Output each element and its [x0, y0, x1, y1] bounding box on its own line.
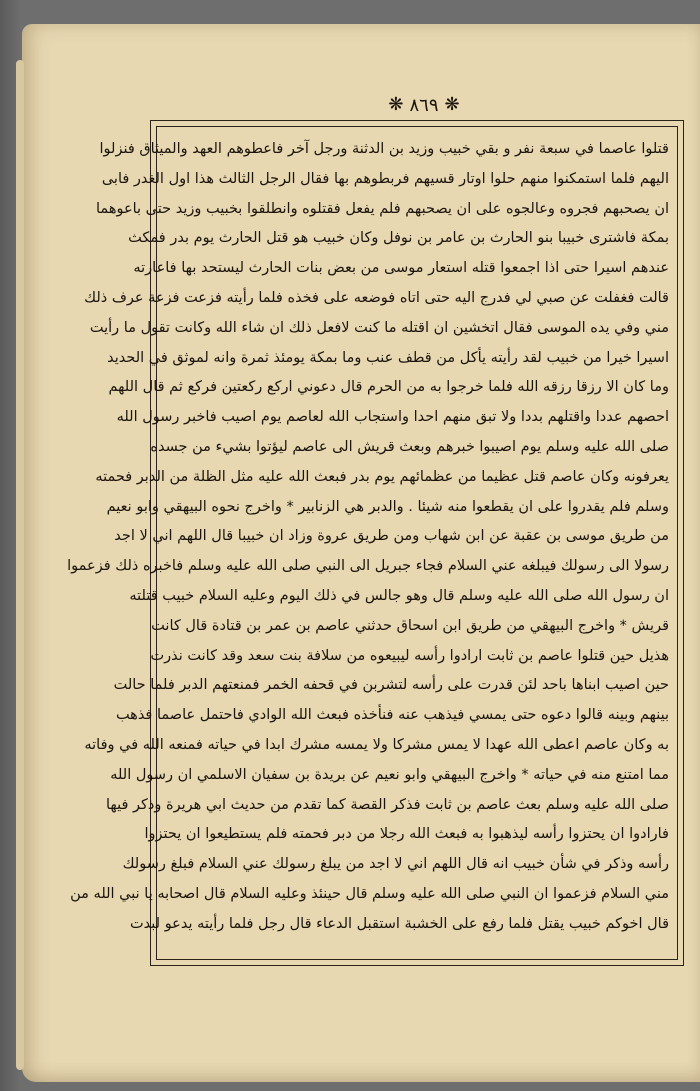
text-line: قريش * واخرج البيهقي من طريق ابن اسحاق حدثني عاصم بن عمر بن قتادة قال كانت: [151, 617, 669, 634]
ornament-left-icon: ❋: [388, 94, 404, 115]
text-line: بينهم وبينه قالوا دعوه حتى يمسي فيذهب عنه فنأخذه فبعث الله الوادي فاحتمل عاصما فذهب: [115, 707, 669, 724]
text-line: من طريق موسى بن عقبة عن ابن شهاب ومن طريق عروة وزاد ان خبيبا قال اللهم اني لا اجد: [114, 528, 669, 545]
text-line: هذيل حين قتلوا عاصم بن ثابت ارادوا رأسه ليبيعوه من سلافة بنت سعد وقد كانت نذرت: [150, 647, 669, 664]
text-line: عندهم اسيرا حتى اذا اجمعوا قتله استعار موسى من بعض بنات الحارث ليستحد بها فاعارته: [133, 260, 669, 277]
text-line: رسولا الى رسولك فيبلغه عني السلام فجاء جبريل الى النبي صلى الله عليه وسلم فاخبره ذلك فزعموا: [67, 558, 669, 575]
text-line: يعرفونه وكان عاصم قتل عظيما من عظمائهم يوم بدر فبعث الله عليه مثل الظلة من الدبر فحمته: [95, 468, 669, 485]
page-edge: [16, 60, 24, 1070]
text-line: احصهم عددا واقتلهم بددا ولا تبق منهم احدا واستجاب الله لعاصم يوم اصيب فاخبر رسول الله: [116, 409, 669, 426]
body-text: [67, 135, 669, 940]
text-line: صلى الله عليه وسلم بعث عاصم بن ثابت فذكر القصة كما تقدم من حديث ابي هريرة وذكر فيها: [106, 796, 669, 813]
text-line: مما امتنع منه في حياته * واخرج البيهقي وابو نعيم عن بريدة بن سفيان الاسلمي ان رسول الله: [110, 766, 669, 783]
text-line: حين اصيب ابناها باحد لئن قدرت على رأسه لتشربن في قحفه الخمر فمنعتهم الدبر فلما حالت: [113, 677, 669, 694]
text-line: به وكان عاصم اعطى الله عهدا لا يمس مشركا ولا يمسه مشرك ابدا في حياته فمنعه الله في وفاته: [84, 736, 669, 753]
text-line: قتلوا عاصما في سبعة نفر و بقي خبيب وزيد بن الدثنة ورجل آخر فاعطوهم العهد والميثاق فنزلوا: [99, 141, 669, 157]
text-line: وما كان الا رزقا رزقه الله فلما خرجوا به من الحرم قال دعوني اركع ركعتين فركع ثم قال اللهم: [108, 379, 669, 396]
text-line: ان يصحبهم فجروه وعالجوه على ان يصحبهم فلم يفعل فقتلوه وانطلقوا بخبيب وزيد حتى باعوهما: [96, 200, 669, 217]
text-line: وسلم فلم يقدروا على ان يقطعوا منه شيئا . والدبر هي الزنابير * واخرج نحوه البيهقي وابو نعيم: [106, 498, 669, 515]
text-line: صلى الله عليه وسلم يوم اصيبوا خبرهم وبعث قريش الى عاصم ليؤتوا بشيء من جسده: [150, 438, 669, 455]
text-line: فارادوا ان يحتزوا رأسه ليذهبوا به فبعث الله رجلا من دبر فحمته فلم يستطيعوا ان يحتزوا: [144, 826, 669, 843]
text-line: اليهم فلما استمكنوا منهم حلوا اوتار قسيهم فربطوهم بها فقال الرجل الثالث هذا اول الغدر فابى: [101, 170, 669, 187]
text-line: بمكة فاشترى خبيبا بنو الحارث بن عامر بن نوفل وكان خبيب هو قتل الحارث يوم بدر فمكث: [128, 230, 669, 247]
text-frame-inner: [67, 126, 678, 960]
text-line: رأسه وذكر في شأن خبيب انه قال اللهم اني لا اجد من يبلغ رسولك عني السلام فبلغ رسولك: [122, 856, 669, 873]
text-frame: [67, 120, 684, 966]
text-line: مني وفي يده الموسى فقال اتخشين ان اقتله ما كنت لافعل ذلك ان شاء الله وكانت تقول ما رأيت: [89, 319, 669, 336]
page-number: ٨٦٩: [409, 94, 439, 116]
text-line: ان رسول الله صلى الله عليه وسلم قال وهو جالس في ذلك اليوم وعليه السلام خبيب قتلته: [129, 587, 669, 604]
text-line: مني السلام فزعموا ان النبي صلى الله عليه وسلم قال حينئذ وعليه السلام قال اصحابه يا نبي الله من: [70, 885, 669, 902]
ornament-right-icon: ❋: [444, 94, 460, 115]
text-line: قالت فغفلت عن صبي لي فدرج اليه حتى اتاه فوضعه على فخذه فلما رأيته فزعت فزعة عرف ذلك: [84, 289, 669, 306]
text-line: قال اخوكم خبيب يقتل فلما رفع على الخشبة استقبل الدعاء قال رجل فلما رأيته يدعو لبدت: [130, 915, 669, 932]
text-line: اسيرا خيرا من خبيب لقد رأيته يأكل من قطف عنب وما بمكة يومئذ ثمرة وانه لموثق في الحديد: [107, 349, 669, 366]
page-header: [378, 92, 470, 118]
